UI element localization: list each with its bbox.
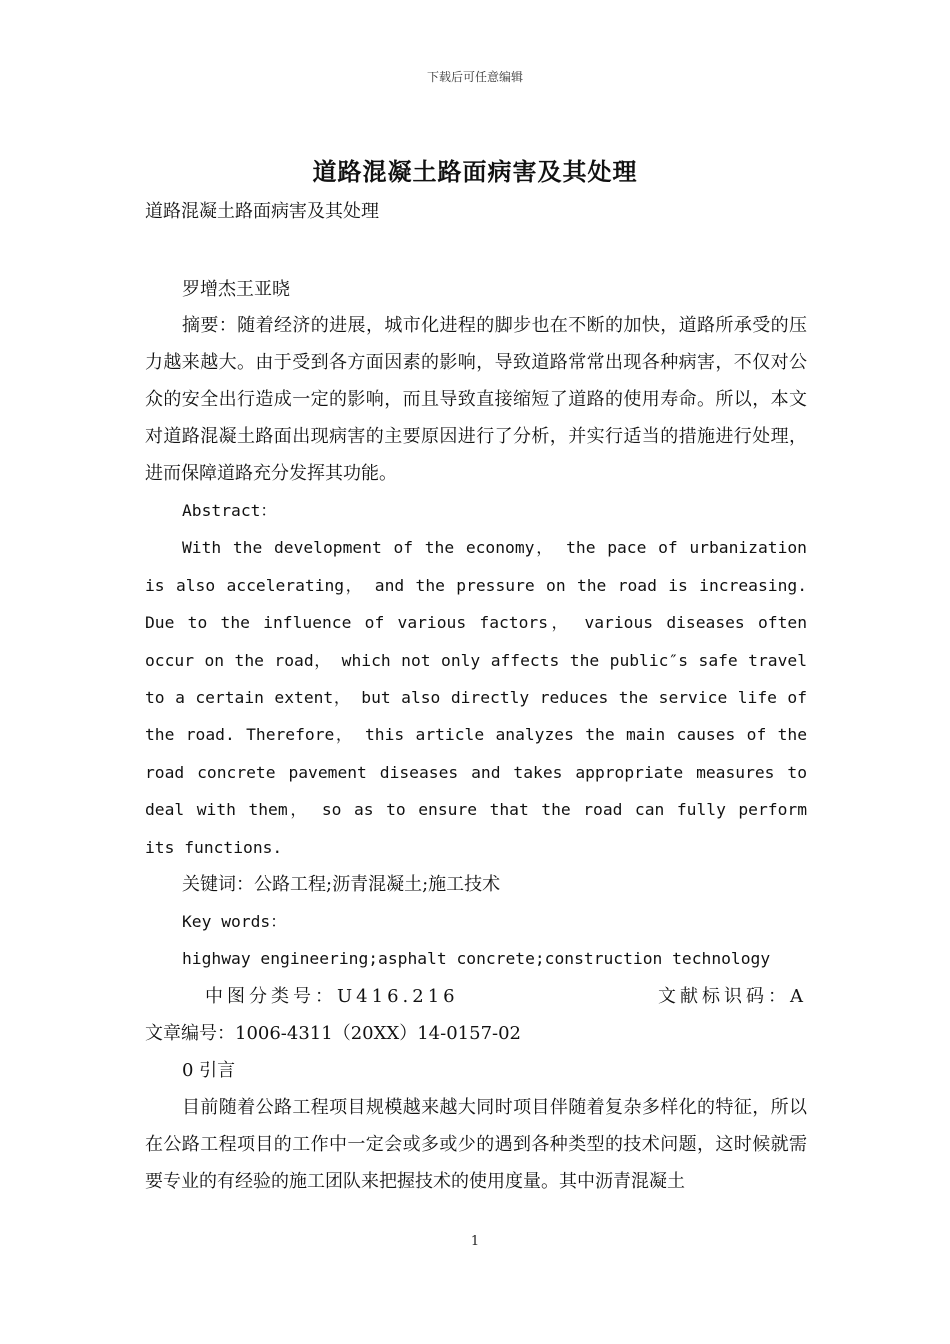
- classification-row: [145, 978, 807, 1015]
- subtitle: 道路混凝土路面病害及其处理: [145, 201, 379, 222]
- intro-paragraph: 目前随着公路工程项目规模越来越大同时项目伴随着复杂多样化的特征，所以在公路工程项目的工作中一定会或多或少的遇到各种类型的技术问题，这时候就需要专业的有经验的施工团队来把握技术的使用度量。其中沥青混凝土: [145, 1096, 807, 1192]
- classification-number: 中图分类号：U416.216: [205, 985, 459, 1007]
- document-title: 道路混凝土路面病害及其处理: [312, 157, 638, 186]
- page-header: 下载后可任意编辑: [426, 70, 523, 84]
- document-code: 文献标识码：A: [658, 985, 807, 1007]
- abstract-en: With the development of the economy， the pace of urbanization is also accelerating， and the pressure on the road is increasing. Due to the influence of various factors， various diseases often occur on the road， which not only affects the public″s safe travel to a certain extent， but also directly reduces the service life of the road. Therefore， this article analyzes the main causes of the road concrete pavement diseases and takes appropriate measures to deal with them， so as to ensure that the road can fully perform its functions.: [145, 538, 807, 857]
- abstract-en-label: Abstract：: [182, 501, 277, 520]
- page-number: 1: [470, 1234, 480, 1249]
- article-number: 文章编号：1006-4311（20XX）14-0157-02: [145, 1022, 522, 1044]
- section-heading: 0 引言: [182, 1059, 236, 1081]
- abstract-cn: 摘要：随着经济的进展，城市化进程的脚步也在不断的加快，道路所承受的压力越来越大。由于受到各方面因素的影响，导致道路常常出现各种病害，不仅对公众的安全出行造成一定的影响，而且导致直接缩短了道路的使用寿命。所以，本文对道路混凝土路面出现病害的主要原因进行了分析，并实行适当的措施进行处理，进而保障道路充分发挥其功能。: [145, 315, 807, 484]
- author-line: 罗增杰王亚晓: [182, 279, 290, 300]
- keywords-en-label: Key words：: [182, 912, 287, 932]
- document-body: [145, 196, 807, 1200]
- keywords-en: highway engineering;asphalt concrete;construction technology: [182, 949, 771, 969]
- keywords-cn: 关键词：公路工程;沥青混凝土;施工技术: [182, 874, 501, 896]
